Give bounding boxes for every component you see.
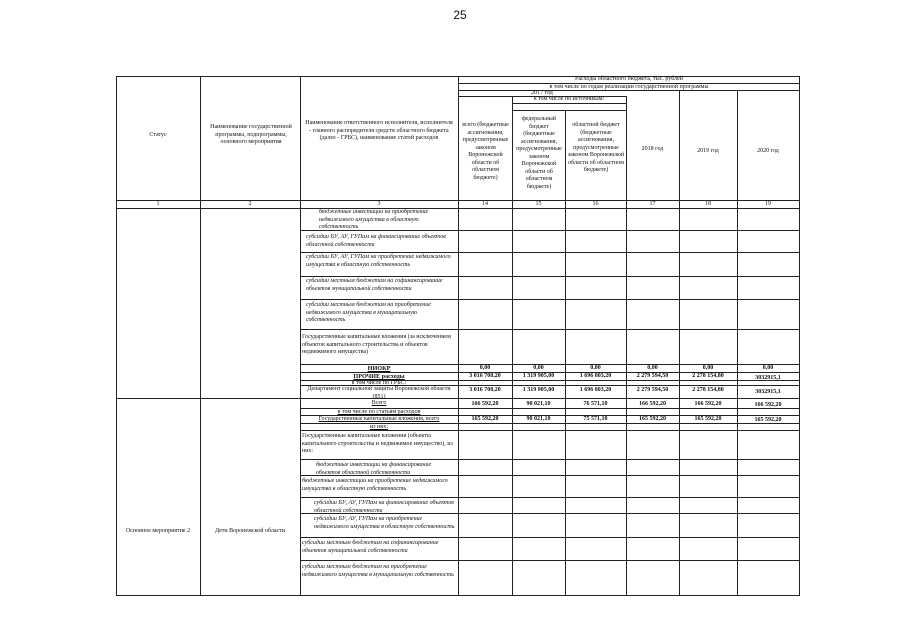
col-divider	[626, 96, 627, 596]
b1-item-4: субсидии местным бюджетам на софинансирование объектов муниципальной собственности	[306, 278, 443, 292]
b1-value: 1 319 905,00	[522, 387, 555, 393]
header-executor: Наименование ответственного исполнителя, исполнителя - главного распорядителя средств областного бюджета (далее - ГРБС), наименование статей расходов	[305, 120, 453, 141]
header-line	[512, 110, 626, 111]
b1-value: 1 696 803,20	[579, 373, 612, 379]
col-divider	[679, 90, 680, 596]
b1-value: 3032915,1	[755, 389, 781, 395]
b1-value: 3032915,1	[755, 375, 781, 381]
col-divider	[300, 76, 301, 596]
b2-row-label: Всего	[371, 400, 387, 406]
b1-value: 0,00	[533, 365, 544, 371]
b1-value: 0,00	[479, 365, 491, 371]
b1-value: 2 279 594,50	[636, 373, 669, 379]
b2-capital-label: Государственные капитальные вложения (объекты капитального строительства и недвижимое имущество), из них:	[302, 433, 453, 454]
b2-item-5: субсидии местным бюджетам на софинансирование объектов муниципальной собственности	[302, 540, 439, 554]
row-line	[300, 329, 800, 330]
row-line	[300, 299, 800, 300]
b1-row-label: Департамент социальной защиты Воронежской области (851)	[307, 386, 451, 400]
b1-value: 2 279 594,50	[636, 387, 669, 393]
row-line	[300, 252, 800, 253]
header-program-name: Наименование государственной программы, подпрограммы, основного мероприятия	[210, 124, 292, 145]
header-regional: областной бюджет (бюджетные ассигнования, предусмотренные законом Воронежской области об областном бюджете)	[567, 122, 625, 173]
b2-row-label: в том числе по статьям расходов	[337, 409, 421, 415]
header-year-2017: 2017 год	[531, 90, 553, 96]
row-line	[300, 560, 800, 561]
header-total: всего (бюджетные ассигнования, предусмотренные законом Воронежской области об областном бюджете)	[462, 122, 509, 181]
header-status: Статус	[149, 132, 167, 138]
block-divider	[116, 398, 800, 399]
b2-item-2: бюджетные инвестиции на приобретение недвижимого имущества в областную собственность	[302, 478, 448, 492]
b2-item-4: субсидии БУ, АУ, ГУПам на приобретение недвижимого имущества в областную собственность	[314, 516, 455, 530]
row-line	[300, 276, 800, 277]
row-line	[300, 537, 800, 538]
col-number: 17	[649, 201, 656, 207]
header-federal: федеральный бюджет (бюджетные ассигнования, предусмотренные законом Воронежской области об областном бюджете)	[516, 116, 562, 190]
b2-row-label: Государственные капитальные вложения, всего	[318, 416, 440, 422]
budget-table	[116, 76, 800, 596]
b2-row-label: из них:	[369, 423, 389, 430]
b2-item-3: субсидии БУ, АУ, ГУПам на финансирование объектов областной собственности	[314, 500, 454, 514]
b1-item-2: субсидии БУ, АУ, ГУПам на финансирование объектов областной собственности	[306, 234, 446, 248]
b2-value: 165 592,20	[471, 416, 499, 422]
b1-row-label: НИОКР	[367, 365, 391, 372]
col-number: 18	[705, 201, 711, 207]
b1-row-label: ПРОЧИЕ расходы	[353, 373, 405, 380]
col-divider	[565, 110, 566, 596]
b1-value: 3 016 708,20	[469, 387, 501, 393]
b2-item-6: субсидии местным бюджетам на приобретение недвижимого имущества в муниципальную собственность	[302, 564, 454, 578]
b1-item-1: бюджетные инвестиции на приобретение недвижимого имущества в областную собственность	[319, 209, 429, 230]
header-2018: 2018 год	[641, 146, 664, 152]
b2-value: 165 592,20	[639, 416, 666, 422]
col-divider	[512, 96, 513, 596]
b2-value: 165 592,20	[694, 416, 722, 422]
row-line	[300, 459, 800, 460]
b2-value: 90 021,10	[526, 416, 551, 422]
b2-value: 90 021,10	[526, 401, 551, 407]
b1-value: 3 016 708,20	[469, 373, 501, 379]
b2-value: 166 592,20	[754, 402, 782, 408]
table-border-right	[799, 76, 800, 596]
header-expenses: Расходы областного бюджета, тыс. рублей	[575, 76, 683, 82]
header-2020: 2020 год	[757, 148, 779, 154]
col-number: 3	[377, 201, 381, 207]
col-number: 14	[482, 201, 488, 207]
b1-capital-label: Государственные капитальные вложения (за исключением объектов капитального строительства и объектов недвижимого имущества)	[302, 334, 451, 355]
b1-item-5: субсидии местным бюджетам на приобретение недвижимого имущества в муниципальную собственность	[306, 302, 431, 323]
col-divider	[458, 76, 459, 596]
col-number: 1	[156, 201, 160, 207]
b2-name: Дети Воронежской области	[214, 528, 286, 534]
b1-value: 2 278 154,80	[692, 373, 724, 379]
b1-value: 1 696 803,20	[579, 387, 612, 393]
table-border-left	[116, 76, 117, 596]
b1-value: 0,00	[702, 365, 714, 371]
b2-value: 166 592,20	[471, 401, 499, 407]
col-divider	[737, 90, 738, 596]
row-line	[300, 497, 800, 498]
b1-value: 0,00	[762, 365, 774, 371]
b2-value: 166 592,20	[694, 401, 722, 407]
col-number: 16	[592, 201, 599, 207]
b1-value: 1 319 905,00	[522, 373, 555, 379]
b1-row-label: в том числе по ГРБС:	[351, 379, 407, 386]
page-number: 25	[453, 8, 467, 22]
col-divider	[200, 76, 201, 596]
b2-status: Основное мероприятие 2	[125, 528, 191, 534]
header-2019: 2019 год	[697, 148, 719, 154]
b1-value: 0,00	[590, 365, 601, 371]
b2-value: 75 571,10	[583, 416, 608, 422]
b1-value: 2 278 154,80	[692, 387, 724, 393]
header-incl-sources: в том числе по источникам:	[533, 96, 605, 102]
col-number: 15	[535, 201, 542, 207]
b2-value: 76 571,10	[583, 401, 608, 407]
b2-value: 166 592,20	[639, 401, 666, 407]
header-by-year: в том числе по годам реализации государственной программы	[549, 83, 709, 90]
b2-value: 165 592,20	[754, 417, 782, 423]
b1-value: 0,00	[647, 365, 658, 371]
col-number: 2	[248, 201, 252, 207]
col-number: 19	[765, 201, 771, 207]
b1-item-3: субсидии БУ, АУ, ГУПам на приобретение недвижимого имущества в областную собственность	[306, 254, 451, 268]
b2-item-1: бюджетные инвестиции на финансирование объектов областной собственности	[316, 462, 432, 476]
